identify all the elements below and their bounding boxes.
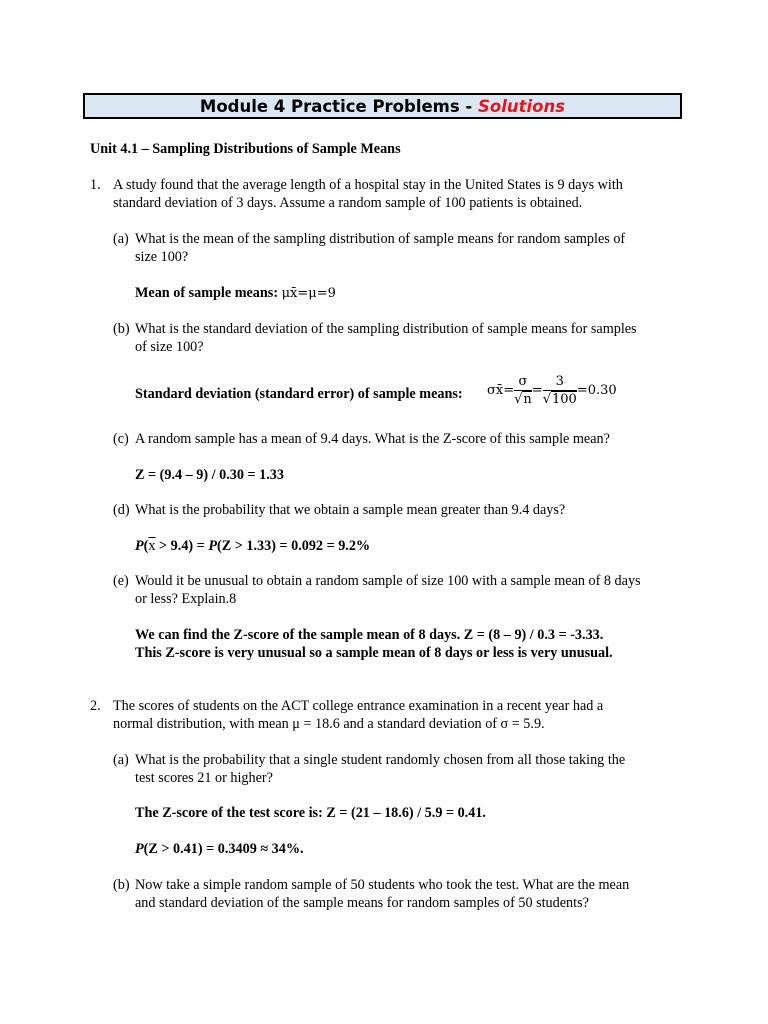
part-b-label: (b) [113, 321, 130, 337]
formula-result: =0.30 [576, 383, 617, 398]
part-d-label: (d) [113, 502, 130, 518]
part-a-question-line-1: What is the mean of the sampling distribution of sample means for random samples of [135, 231, 626, 247]
part-b-answer-label: Standard deviation (standard error) of sample means: [135, 386, 463, 402]
part-d-prob-p2: P [208, 538, 217, 554]
p2-part-a-label: (a) [113, 752, 129, 768]
p2-part-a-question-line-1: What is the probability that a single student randomly chosen from all those taking the [135, 752, 626, 768]
part-a-question-line-2: size 100? [135, 249, 189, 265]
part-a-answer [135, 284, 336, 303]
title-main: Module 4 Practice Problems - [199, 97, 479, 116]
part-b-answer-formula [487, 373, 617, 408]
p2-part-b-question-line-1: Now take a simple random sample of 50 students who took the test. What are the mean [135, 877, 630, 893]
part-a-label: (a) [113, 231, 129, 247]
formula-equals: = [531, 383, 543, 398]
formula-fraction-2: $\frac{3}{√100}$ [542, 374, 577, 407]
problem-2-text-line-1: The scores of students on the ACT college entrance examination in a recent year had a [113, 698, 604, 714]
part-d-answer: $P(\overline{x} > 9.4) = P(Z > 1.33) = 0.092 = 9.2\%$ [135, 538, 371, 554]
problem-2-text-line-2: normal distribution, with mean μ = 18.6 and a standard deviation of σ = 5.9. [113, 716, 545, 732]
unit-heading: Unit 4.1 – Sampling Distributions of Sample Means [90, 141, 401, 157]
p2-part-b-label: (b) [113, 877, 130, 893]
part-c-answer: Z = (9.4 – 9) / 0.30 = 1.33 [135, 467, 284, 483]
part-e-question-line-2: or less? Explain.8 [135, 591, 237, 607]
part-b-question-line-2: of size 100? [135, 339, 204, 355]
part-b-question-line-1: What is the standard deviation of the sampling distribution of sample means for samples [135, 321, 637, 337]
formula-denominator-1: n [523, 392, 532, 407]
p2-part-a-question-line-2: test scores 21 or higher? [135, 770, 273, 786]
page-title [83, 93, 682, 119]
part-a-answer-label: Mean of sample means: [135, 285, 279, 301]
part-d-xbar: $\overline{x}$ [148, 538, 156, 554]
formula-numerator-2: 3 [543, 373, 577, 391]
p2-part-a-answer-line-2: P(Z > 0.41) = 0.3409 ≈ 34%. [135, 841, 304, 857]
formula-fraction-1: $\frac{\sigma}{√n}$ [514, 374, 532, 407]
part-e-label: (e) [113, 573, 129, 589]
problem-2-number: 2. [90, 698, 101, 714]
p2-part-a-prob-p: P [135, 841, 144, 857]
formula-sigma-xbar: σx̄= [487, 383, 515, 398]
part-e-question-line-1: Would it be unusual to obtain a random sample of size 100 with a sample mean of 8 days [135, 573, 641, 589]
formula-numerator-1: σ [514, 373, 532, 391]
problem-1-text-line-1: A study found that the average length of a hospital stay in the United States is 9 days with [113, 177, 623, 193]
part-d-question: What is the probability that we obtain a sample mean greater than 9.4 days? [135, 502, 566, 518]
part-c-question: A random sample has a mean of 9.4 days. What is the Z-score of this sample mean? [135, 431, 610, 447]
p2-part-a-answer-line-1: The Z-score of the test score is: Z = (21 – 18.6) / 5.9 = 0.41. [135, 805, 486, 821]
formula-denominator-2: 100 [551, 392, 577, 407]
part-a-answer-math: μx̄=μ=9 [281, 286, 336, 301]
part-c-label: (c) [113, 431, 129, 447]
part-e-answer-line-1: We can find the Z-score of the sample mean of 8 days. Z = (8 – 9) / 0.3 = -3.33. [135, 627, 604, 643]
part-d-prob-p1: P [135, 538, 144, 554]
p2-part-b-question-line-2: and standard deviation of the sample means for random samples of 50 students? [135, 895, 589, 911]
part-e-answer-line-2: This Z-score is very unusual so a sample mean of 8 days or less is very unusual. [135, 645, 613, 661]
problem-1-number: 1. [90, 177, 101, 193]
problem-1-text-line-2: standard deviation of 3 days. Assume a random sample of 100 patients is obtained. [113, 195, 583, 211]
title-highlight: Solutions [478, 97, 566, 116]
